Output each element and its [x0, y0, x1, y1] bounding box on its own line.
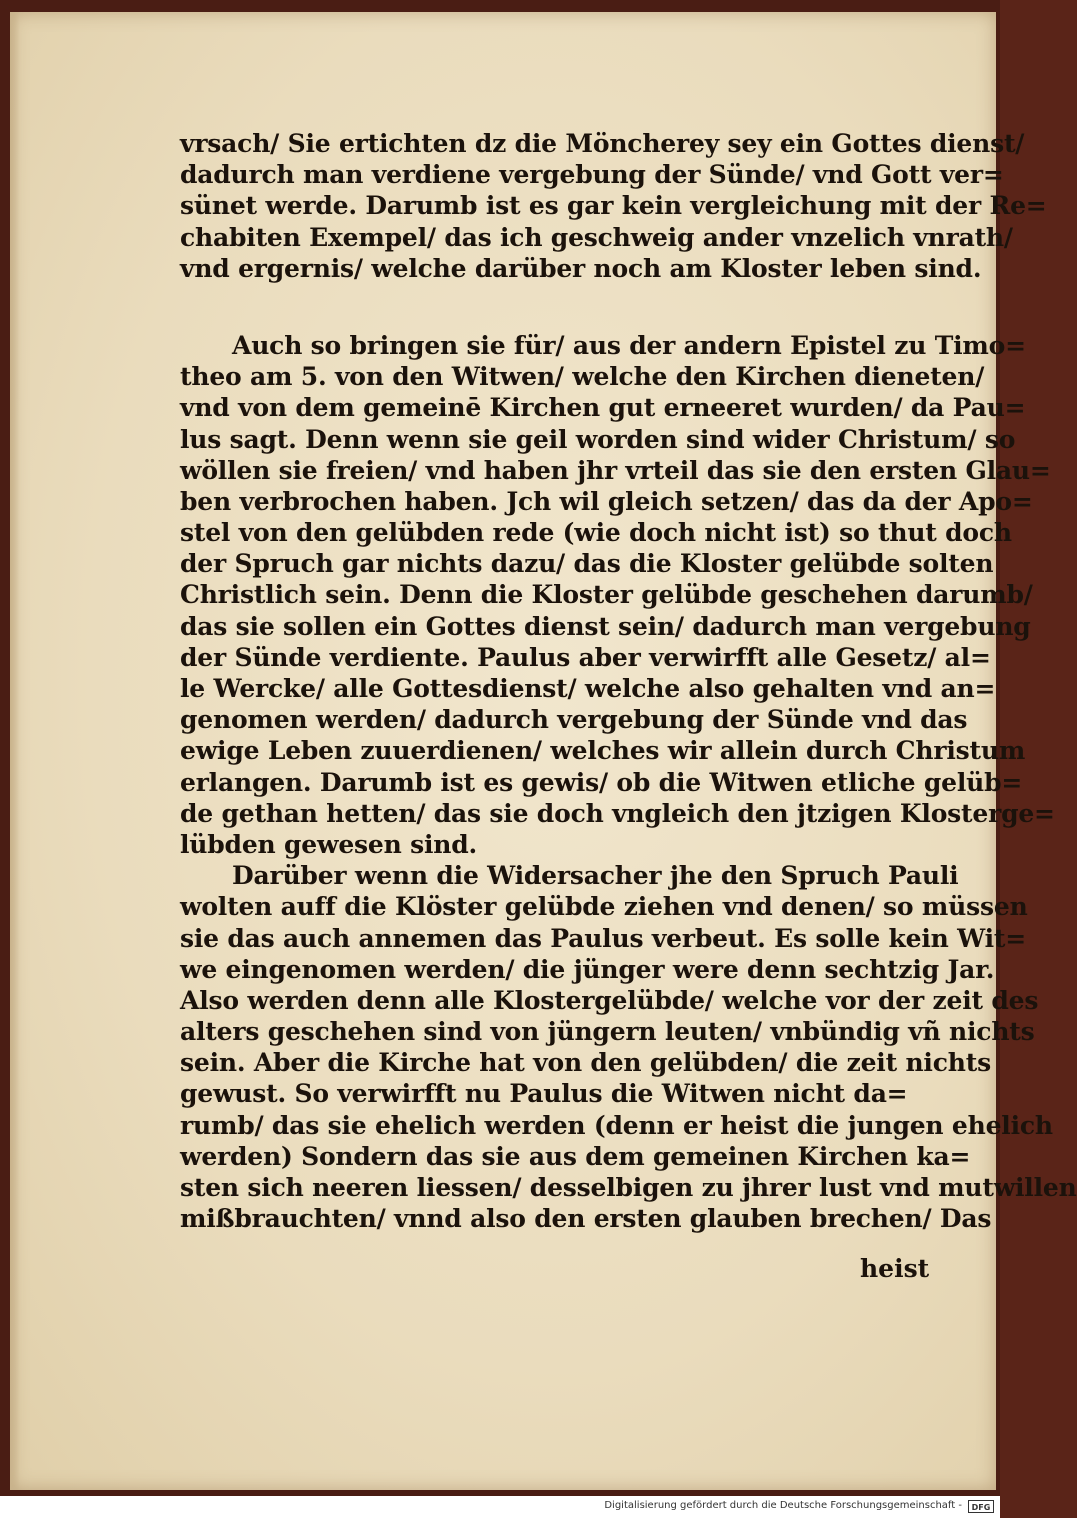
text-line: vrsach/ Sie ertichten dz die Möncherey sey ein Gottes dienst/: [180, 129, 1025, 158]
dfg-logo-icon: DFG: [968, 1500, 994, 1513]
text-line: dadurch man verdiene vergebung der Sünde/ vnd Gott ver=: [180, 160, 1004, 190]
text-line: sein. Aber die Kirche hat von den gelübden/ die zeit nichts: [180, 1048, 991, 1078]
text-line: das sie sollen ein Gottes dienst sein/ dadurch man vergebung: [180, 611, 1031, 641]
text-line: we eingenomen werden/ die jünger were denn sechtzig Jar.: [180, 954, 995, 984]
text-line: sünet werde. Darumb ist es gar kein vergleichung mit der Re=: [180, 191, 1047, 221]
text-line: mißbrauchten/ vnnd also den ersten glauben brechen/ Das: [180, 1204, 992, 1234]
text-line: stel von den gelübden rede (wie doch nicht ist) so thut doch: [180, 518, 1012, 548]
text-line: theo am 5. von den Witwen/ welche den Kirchen dieneten/: [180, 362, 985, 392]
text-line: sie das auch annemen das Paulus verbeut. Es solle kein Wit=: [180, 923, 1026, 953]
text-line: wolten auff die Klöster gelübde ziehen vnd denen/ so müssen: [180, 892, 1028, 922]
page-text-block: [180, 128, 1077, 1234]
text-line: lus sagt. Denn wenn sie geil worden sind wider Christum/ so: [180, 424, 1016, 454]
footer-funding-text: Digitalisierung gefördert durch die Deutsche Forschungsgemeinschaft -: [604, 1500, 962, 1511]
text-line: der Sünde verdiente. Paulus aber verwirfft alle Gesetz/ al=: [180, 642, 991, 672]
footer-bar: [0, 1496, 1000, 1518]
text-line: werden) Sondern das sie aus dem gemeinen Kirchen ka=: [180, 1141, 971, 1171]
text-line: vnd von dem gemeinē Kirchen gut erneeret wurden/ da Pau=: [180, 393, 1026, 423]
text-line: le Wercke/ alle Gottesdienst/ welche also gehalten vnd an=: [180, 674, 996, 703]
text-line: vnd ergernis/ welche darüber noch am Kloster leben sind.: [180, 253, 982, 283]
text-line: ben verbrochen haben. Jch wil gleich setzen/ das da der Apo=: [180, 486, 1033, 516]
page-edge-shadow: [10, 12, 20, 1490]
catchword: heist: [860, 1254, 930, 1283]
text-line: Also werden denn alle Klostergelübde/ welche vor der zeit des: [180, 985, 1039, 1015]
text-line: gewust. So verwirfft nu Paulus die Witwen nicht da=: [180, 1079, 908, 1109]
paragraph-gap: [180, 284, 930, 330]
text-line: ewige Leben zuuerdienen/ welches wir allein durch Christum: [180, 736, 1026, 766]
text-line: Darüber wenn die Widersacher jhe den Spruch Pauli: [232, 861, 959, 891]
text-line: alters geschehen sind von jüngern leuten/ vnbündig vñ nichts: [180, 1017, 1035, 1047]
text-line: chabiten Exempel/ das ich geschweig ander vnzelich vnrath/: [180, 222, 1013, 252]
text-line: sten sich neeren liessen/ desselbigen zu jhrer lust vnd mutwillen: [180, 1173, 1077, 1202]
text-line: wöllen sie freien/ vnd haben jhr vrteil das sie den ersten Glau=: [180, 455, 1051, 485]
text-line: Auch so bringen sie für/ aus der andern Epistel zu Timo=: [232, 330, 1026, 360]
text-line: rumb/ das sie ehelich werden (denn er heist die jungen ehelich: [180, 1110, 1053, 1140]
text-line: der Spruch gar nichts dazu/ das die Kloster gelübde solten: [180, 549, 994, 579]
text-line: de gethan hetten/ das sie doch vngleich den jtzigen Klosterge=: [180, 798, 1055, 828]
text-line: lübden gewesen sind.: [180, 829, 478, 859]
text-line: erlangen. Darumb ist es gewis/ ob die Witwen etliche gelüb=: [180, 767, 1023, 797]
text-line: Christlich sein. Denn die Kloster gelübde geschehen darumb/: [180, 580, 1033, 610]
text-line: genomen werden/ dadurch vergebung der Sünde vnd das: [180, 705, 968, 735]
